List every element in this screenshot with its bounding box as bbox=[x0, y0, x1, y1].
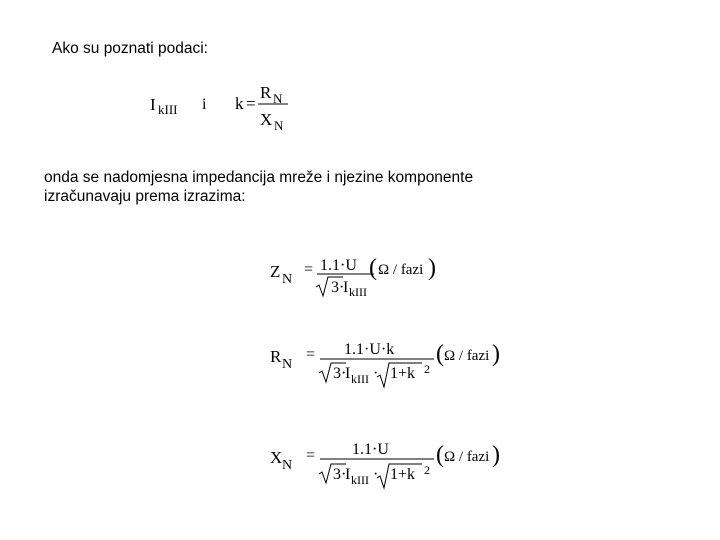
rn-unit: Ω / fazi bbox=[444, 348, 490, 364]
rn-unit-open: ( bbox=[436, 341, 444, 367]
xn-den-dot2: · bbox=[373, 466, 379, 483]
rn-den-exp: 2 bbox=[424, 362, 430, 376]
zn-den-i-sub: kIII bbox=[349, 285, 367, 299]
rn-den-i: I bbox=[345, 365, 351, 382]
xn-unit: Ω / fazi bbox=[444, 449, 490, 465]
xn-unit-open: ( bbox=[436, 442, 444, 468]
rn-equals: = bbox=[306, 346, 316, 363]
formula-xn bbox=[262, 438, 512, 492]
zn-den-i: I bbox=[343, 279, 349, 296]
ik-symbol: I bbox=[150, 95, 156, 114]
zn-den-dot: · bbox=[339, 279, 345, 296]
zn-lhs: Z bbox=[270, 262, 281, 281]
given-data-formula bbox=[140, 78, 320, 138]
zn-unit: Ω / fazi bbox=[378, 262, 424, 278]
rn-den-inner: 1+k bbox=[390, 365, 416, 382]
xn-unit-close: ) bbox=[492, 442, 500, 468]
zn-lhs-sub: N bbox=[282, 272, 293, 287]
explanation-line-2: izračunavaju prema izrazima: bbox=[44, 188, 246, 205]
xn-equals: = bbox=[306, 447, 316, 464]
xn-sqrt-3: 3 bbox=[333, 466, 341, 483]
zn-sqrt-3: 3 bbox=[331, 279, 339, 296]
k-lhs: k bbox=[235, 94, 244, 113]
connector-i: i bbox=[202, 96, 207, 113]
xn-den-inner: 1+k bbox=[390, 466, 416, 483]
k-numerator: R bbox=[260, 83, 272, 102]
formula-rn bbox=[262, 337, 512, 391]
rn-lhs-sub: N bbox=[282, 357, 293, 372]
k-equals: = bbox=[246, 94, 256, 113]
rn-unit-close: ) bbox=[492, 341, 500, 367]
ik-subscript: kIII bbox=[158, 102, 178, 117]
xn-den-i-sub: kIII bbox=[351, 473, 369, 487]
xn-den-i: I bbox=[345, 466, 351, 483]
formula-zn bbox=[262, 252, 462, 304]
xn-numerator: 1.1·U bbox=[352, 441, 389, 458]
k-denominator: X bbox=[260, 110, 273, 129]
xn-lhs: X bbox=[270, 448, 283, 467]
rn-lhs: R bbox=[270, 347, 282, 366]
rn-sqrt-3: 3 bbox=[333, 365, 341, 382]
rn-den-dot2: · bbox=[373, 365, 379, 382]
k-denominator-sub: N bbox=[274, 118, 284, 133]
intro-text: Ako su poznati podaci: bbox=[52, 40, 208, 57]
zn-equals: = bbox=[304, 261, 314, 278]
k-numerator-sub: N bbox=[273, 91, 283, 106]
xn-den-dot: · bbox=[341, 466, 347, 483]
zn-unit-open: ( bbox=[369, 255, 377, 281]
xn-lhs-sub: N bbox=[282, 458, 293, 473]
rn-den-i-sub: kIII bbox=[351, 372, 369, 386]
zn-unit-close: ) bbox=[428, 255, 436, 281]
rn-den-dot: · bbox=[341, 365, 347, 382]
zn-numerator: 1.1·U bbox=[320, 257, 357, 274]
xn-den-exp: 2 bbox=[424, 463, 430, 477]
rn-numerator: 1.1·U·k bbox=[344, 341, 395, 358]
explanation-line-1: onda se nadomjesna impedancija mreže i njezine komponente bbox=[44, 169, 474, 186]
